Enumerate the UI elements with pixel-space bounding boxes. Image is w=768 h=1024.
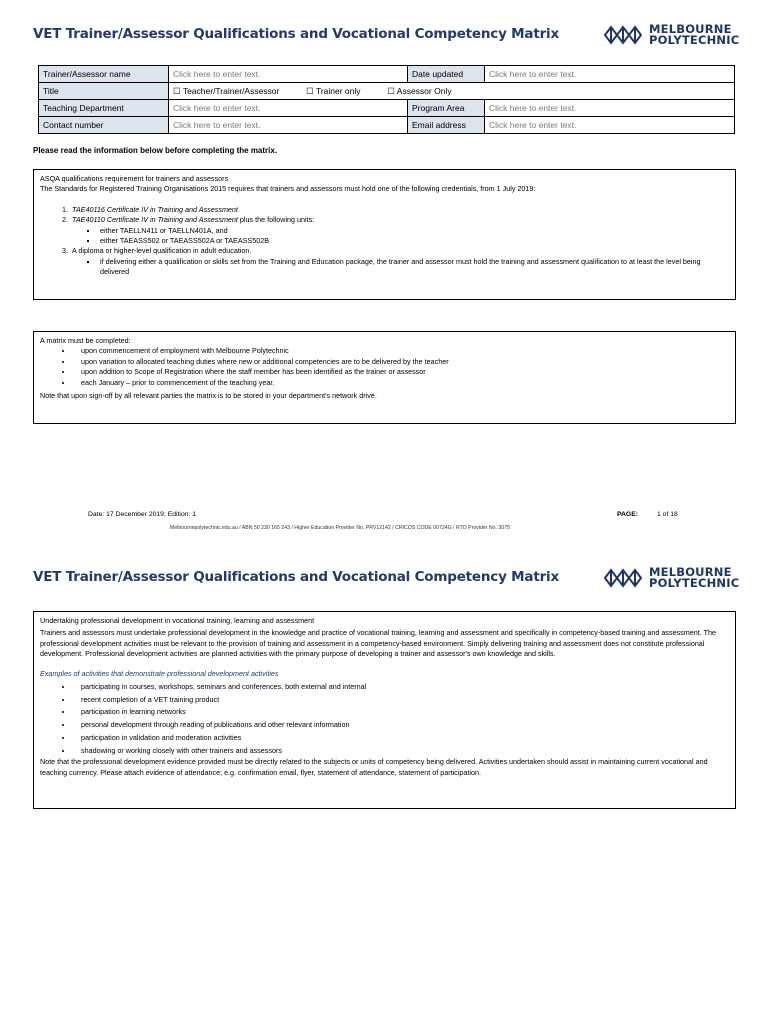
matrix-requirements-box bbox=[33, 331, 736, 424]
teaching-department-label: Teaching Department bbox=[39, 100, 169, 117]
email-address-label: Email address bbox=[408, 117, 485, 134]
date-updated-label: Date updated bbox=[408, 66, 485, 83]
email-address-field[interactable]: Click here to enter text. bbox=[485, 117, 735, 134]
matrix-bullets bbox=[40, 346, 729, 388]
pd-heading: Undertaking professional development in vocational training, learning and assessment bbox=[40, 616, 315, 625]
contact-number-field[interactable]: Click here to enter text. bbox=[169, 117, 408, 134]
credentials-list bbox=[40, 205, 729, 278]
title-label: Title bbox=[39, 83, 169, 100]
list-item: • participation in validation and moderation activities bbox=[73, 732, 729, 745]
matrix-heading: A matrix must be completed: bbox=[40, 336, 131, 345]
assessor-only-checkbox[interactable]: ☐ Assessor Only bbox=[387, 85, 452, 96]
program-area-label: Program Area bbox=[408, 100, 485, 117]
list-item: • participating in courses, workshops, seminars and conferences, both external and internal bbox=[73, 681, 729, 694]
pd-paragraph: Trainers and assessors must undertake professional development in the knowledge and practice of vocational training, learning and assessment and specifically in competency-based training and assessment. The professional development activities must be relevant to the provision of training and assessment in a competency-based environment. Simply delivering training and assessment does not constitute professional development. Professional development activities are planned activities with the primary purpose of developing a trainer and assessor's own knowledge and skills. bbox=[40, 628, 717, 659]
footer-page-label: PAGE: bbox=[617, 511, 639, 518]
page-title: VET Trainer/Assessor Qualifications and Vocational Competency Matrix bbox=[33, 26, 559, 42]
footer-page-number: 1 of 18 bbox=[657, 511, 678, 518]
asqa-text: The Standards for Registered Training Organisations 2015 requires that trainers and assessors must hold one of the following credentials, from 1 July 2019: bbox=[40, 184, 536, 194]
logo-line-1: MELBOURNE bbox=[649, 565, 732, 579]
credential-subitem: ▪ either TAELLN411 or TAELLN401A, and bbox=[98, 226, 729, 236]
credential-item: 2. TAE40110 Certificate IV in Training and Assessment plus the following units: ▪ either TAELLN411 or TAELLN401A, and ▪ either TAEASS502 or TAEASS502A or TAEASS502B bbox=[70, 215, 729, 246]
footer-date: Date: 17 December 2019; Edition: 1 bbox=[88, 511, 197, 518]
logo-line-2: POLYTECHNIC bbox=[649, 33, 740, 47]
date-updated-field[interactable]: Click here to enter text. bbox=[485, 66, 735, 83]
credential-subitem: ▪ if delivering either a qualification or skills set from the Training and Education package, the trainer and assessor must hold the training and assessment qualification to at least the level being delivered bbox=[98, 257, 729, 278]
title-options bbox=[169, 83, 735, 100]
list-item: • upon addition to Scope of Registration where the staff member has been identified as the trainer or assessor bbox=[73, 367, 729, 377]
trainer-details-form bbox=[38, 65, 735, 134]
logo-mark-icon bbox=[603, 24, 643, 46]
logo-line-1: MELBOURNE bbox=[649, 22, 732, 36]
teacher-trainer-assessor-checkbox[interactable]: ☐ Teacher/Trainer/Assessor bbox=[173, 85, 280, 96]
trainer-name-label: Trainer/Assessor name bbox=[39, 66, 169, 83]
asqa-heading: ASQA qualifications requirement for trainers and assessors bbox=[40, 174, 229, 183]
professional-development-box bbox=[33, 611, 736, 809]
program-area-field[interactable]: Click here to enter text. bbox=[485, 100, 735, 117]
list-item: • upon variation to allocated teaching duties where new or additional competencies are to be delivered by the teacher bbox=[73, 357, 729, 367]
melbourne-polytechnic-logo bbox=[603, 24, 739, 46]
intro-instruction: Please read the information below before completing the matrix. bbox=[33, 146, 278, 155]
contact-number-label: Contact number bbox=[39, 117, 169, 134]
trainer-name-field[interactable]: Click here to enter text. bbox=[169, 66, 408, 83]
trainer-only-checkbox[interactable]: ☐ Trainer only bbox=[306, 85, 361, 96]
melbourne-polytechnic-logo bbox=[603, 567, 739, 589]
logo-line-2: POLYTECHNIC bbox=[649, 576, 740, 590]
logo-mark-icon bbox=[603, 567, 643, 589]
list-item: • recent completion of a VET training product bbox=[73, 694, 729, 707]
list-item: • shadowing or working closely with other trainers and assessors bbox=[73, 745, 729, 758]
examples-heading: Examples of activities that demonstrate professional development activities bbox=[40, 668, 279, 678]
pd-note: Note that the professional development evidence provided must be directly related to the subjects or units of competency being delivered. Activities undertaken should assist in maintaining current vocational and teaching currency. Please attach evidence of attendance; e.g. confirmation email, flyer, statement of attendance, statement of participation. bbox=[40, 757, 708, 777]
credential-subitem: ▪ either TAEASS502 or TAEASS502A or TAEASS502B bbox=[98, 236, 729, 246]
asqa-requirements-box bbox=[33, 169, 736, 300]
footer-registration-line: Melbournepolytechnic.edu.au / ABN 50 230 165 243 / Higher Education Provider No. PRV12142 / CRICOS CODE 00724G / RTO Provider No. 3075 bbox=[170, 525, 510, 531]
list-item: • each January – prior to commencement of the teaching year. bbox=[73, 378, 729, 388]
teaching-department-field[interactable]: Click here to enter text. bbox=[169, 100, 408, 117]
pd-examples-list bbox=[40, 681, 729, 757]
credential-item: 3. A diploma or higher-level qualification in adult education. ▪ if delivering either a qualification or skills set from the Training and Education package, the trainer and assessor must hold the training and assessment qualification to at least the level being delivered bbox=[70, 246, 729, 277]
list-item: • personal development through reading of publications and other relevant information bbox=[73, 719, 729, 732]
matrix-note: Note that upon sign-off by all relevant parties the matrix is to be stored in your department's network drive. bbox=[40, 391, 377, 401]
credential-item: 1. TAE40116 Certificate IV in Training and Assessment bbox=[70, 205, 729, 215]
list-item: • upon commencement of employment with Melbourne Polytechnic bbox=[73, 346, 729, 356]
page-title: VET Trainer/Assessor Qualifications and Vocational Competency Matrix bbox=[33, 569, 559, 585]
list-item: • participation in learning networks bbox=[73, 706, 729, 719]
